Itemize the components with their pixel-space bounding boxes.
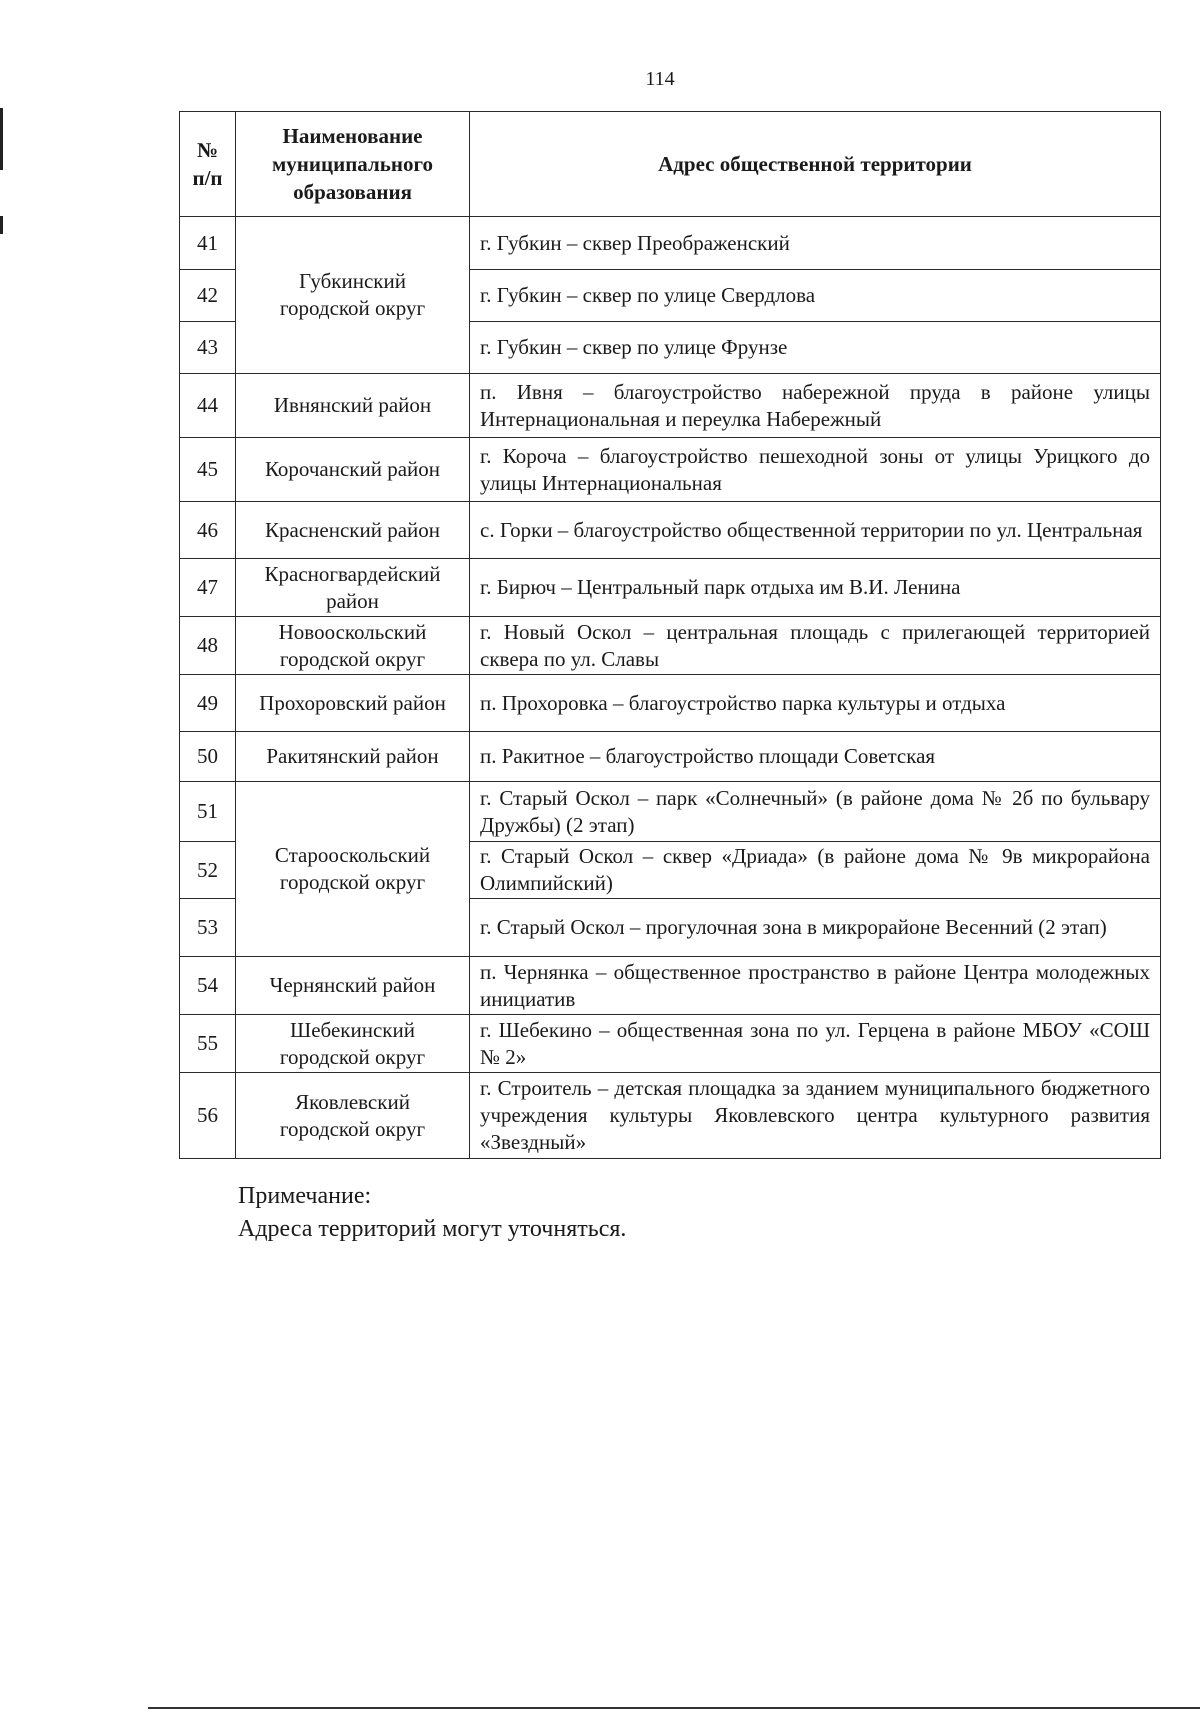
row-number: 48 [180, 617, 236, 675]
address-cell: г. Бирюч – Центральный парк отдыха им В.И. Ленина [470, 559, 1161, 617]
row-number: 45 [180, 438, 236, 502]
row-number: 41 [180, 217, 236, 270]
address-cell: п. Ракитное – благоустройство площади Советская [470, 732, 1161, 782]
territories-table [179, 111, 1161, 1159]
table-row [180, 675, 1161, 732]
table-row [180, 1073, 1161, 1159]
table-header-row [180, 112, 1161, 217]
row-number: 53 [180, 899, 236, 957]
address-cell: г. Старый Оскол – парк «Солнечный» (в районе дома № 2б по бульвару Дружбы) (2 этап) [470, 782, 1161, 842]
address-cell: п. Ивня – благоустройство набережной пруда в районе улицы Интернациональная и переулка Набережный [470, 374, 1161, 438]
address-cell: г. Губкин – сквер по улице Свердлова [470, 270, 1161, 322]
row-number: 42 [180, 270, 236, 322]
page-number: 114 [645, 68, 675, 90]
row-number: 46 [180, 502, 236, 559]
municipality-cell: Ракитянский район [236, 732, 470, 782]
municipality-cell: Губкинский городской округ [236, 217, 470, 374]
table-row [180, 782, 1161, 842]
row-number: 43 [180, 322, 236, 374]
municipality-cell: Красногвардейский район [236, 559, 470, 617]
row-number: 52 [180, 842, 236, 899]
row-number: 44 [180, 374, 236, 438]
municipality-cell: Старооскольский городской округ [236, 782, 470, 957]
table-row [180, 957, 1161, 1015]
municipality-cell: Корочанский район [236, 438, 470, 502]
table-row [180, 559, 1161, 617]
table-row [180, 732, 1161, 782]
row-number: 49 [180, 675, 236, 732]
header-address: Адрес общественной территории [470, 112, 1161, 217]
table-row [180, 502, 1161, 559]
address-cell: г. Строитель – детская площадка за зданием муниципального бюджетного учреждения культуры Яковлевского центра культурного развития «Звездный» [470, 1073, 1161, 1159]
bottom-divider [148, 1707, 1200, 1709]
municipality-cell: Шебекинский городской округ [236, 1015, 470, 1073]
table-row [180, 1015, 1161, 1073]
address-cell: г. Старый Оскол – прогулочная зона в микрорайоне Весенний (2 этап) [470, 899, 1161, 957]
address-cell: г. Губкин – сквер Преображенский [470, 217, 1161, 270]
note-title: Примечание: [238, 1183, 372, 1209]
municipality-cell: Новооскольский городской округ [236, 617, 470, 675]
municipality-cell: Яковлевский городской округ [236, 1073, 470, 1159]
address-cell: г. Короча – благоустройство пешеходной зоны от улицы Урицкого до улицы Интернациональная [470, 438, 1161, 502]
row-number: 50 [180, 732, 236, 782]
scan-margin-mark [0, 216, 3, 234]
address-cell: г. Шебекино – общественная зона по ул. Герцена в районе МБОУ «СОШ № 2» [470, 1015, 1161, 1073]
municipality-cell: Красненский район [236, 502, 470, 559]
municipality-cell: Ивнянский район [236, 374, 470, 438]
address-cell: п. Прохоровка – благоустройство парка культуры и отдыха [470, 675, 1161, 732]
row-number: 47 [180, 559, 236, 617]
table-row [180, 438, 1161, 502]
address-cell: с. Горки – благоустройство общественной территории по ул. Центральная [470, 502, 1161, 559]
address-cell: г. Новый Оскол – центральная площадь с прилегающей территорией сквера по ул. Славы [470, 617, 1161, 675]
scan-margin-mark [0, 108, 3, 170]
address-cell: п. Чернянка – общественное пространство в районе Центра молодежных инициатив [470, 957, 1161, 1015]
note-block [238, 1180, 626, 1246]
table-row [180, 217, 1161, 270]
row-number: 51 [180, 782, 236, 842]
row-number: 56 [180, 1073, 236, 1159]
row-number: 54 [180, 957, 236, 1015]
note-text: Адреса территорий могут уточняться. [238, 1216, 627, 1242]
table-row [180, 617, 1161, 675]
row-number: 55 [180, 1015, 236, 1073]
table-row [180, 374, 1161, 438]
municipality-cell: Чернянский район [236, 957, 470, 1015]
municipality-cell: Прохоровский район [236, 675, 470, 732]
address-cell: г. Старый Оскол – сквер «Дриада» (в районе дома № 9в микрорайона Олимпийский) [470, 842, 1161, 899]
address-cell: г. Губкин – сквер по улице Фрунзе [470, 322, 1161, 374]
header-municipality: Наименование муниципального образования [236, 112, 470, 217]
header-num: № п/п [180, 112, 236, 217]
